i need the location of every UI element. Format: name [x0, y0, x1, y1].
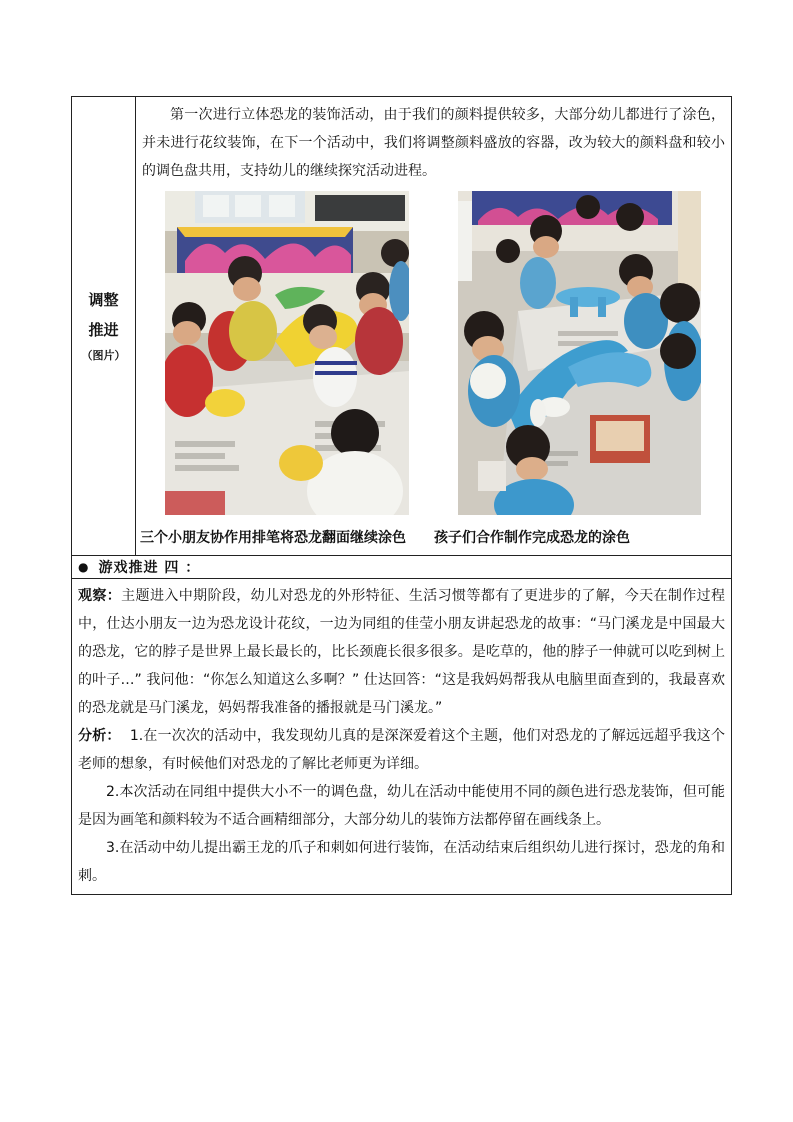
bullet-icon: ●: [78, 560, 89, 574]
photo-right: [458, 191, 701, 515]
section-title: 游戏推进 四 ：: [98, 560, 201, 576]
caption-left: 三个小朋友协作用排笔将恐龙翻面继续涂色: [140, 530, 406, 546]
photo-area: [142, 191, 725, 491]
observation-analysis-cell: [72, 579, 731, 894]
photo-captions: [136, 527, 731, 547]
adjust-paragraph: 第一次进行立体恐龙的装饰活动，由于我们的颜料提供较多，大部分幼儿都进行了涂色，并未进行花纹装饰，在下一个活动中，我们将调整颜料盛放的容器，改为较大的颜料盘和较小的调色盘共用，支持幼儿的继续探究活动进程。: [142, 107, 725, 179]
observation-paragraph: [78, 582, 725, 722]
analysis-point-3: 3.在活动中幼儿提出霸王龙的爪子和刺如何进行装饰，在活动结束后组织幼儿进行探讨，恐龙的角和刺。: [78, 840, 725, 884]
adjust-label-sub: （图片）: [81, 349, 126, 362]
analysis-label: 分析：: [78, 728, 121, 744]
adjust-label-cell: [72, 97, 136, 555]
adjust-content-cell: [136, 97, 731, 555]
caption-right: 孩子们合作制作完成恐龙的涂色: [434, 530, 630, 546]
adjust-label-line1: 调整: [88, 291, 119, 309]
analysis-paragraph-1: [78, 722, 725, 778]
analysis-point-2: 2.本次活动在同组中提供大小不一的调色盘，幼儿在活动中能使用不同的颜色进行恐龙装饰，但可能是因为画笔和颜料较为不适合画精细部分，大部分幼儿的装饰方法都停留在画线条上。: [78, 784, 725, 828]
analysis-point-1: 1.在一次次的活动中，我发现幼儿真的是深深爱着这个主题，他们对恐龙的了解远远超乎我这个老师的想象，有时候他们对恐龙的了解比老师更为详细。: [78, 728, 725, 772]
observation-text: 主题进入中期阶段，幼儿对恐龙的外形特征、生活习惯等都有了更进步的了解，今天在制作过程中，仕达小朋友一边为恐龙设计花纹，一边为同组的佳莹小朋友讲起恐龙的故事：“马门溪龙是中国最大的恐龙，它的脖子是世界上最长最长的，比长颈鹿长很多很多。是吃草的，他的脖子一伸就可以吃到树上的叶子…” 我问他：“你怎么知道这么多啊？” 仕达回答：“这是我妈妈帮我从电脑里面查到的，我最喜欢的恐龙就是马门溪龙，妈妈帮我准备的播报就是马门溪龙。”: [78, 588, 726, 716]
record-table: [71, 96, 732, 895]
observation-label: 观察：: [78, 588, 122, 604]
photo-left: [165, 191, 409, 515]
adjust-row: [72, 97, 731, 556]
section-header-row: [72, 556, 731, 579]
adjust-label-line2: 推进: [88, 321, 119, 339]
